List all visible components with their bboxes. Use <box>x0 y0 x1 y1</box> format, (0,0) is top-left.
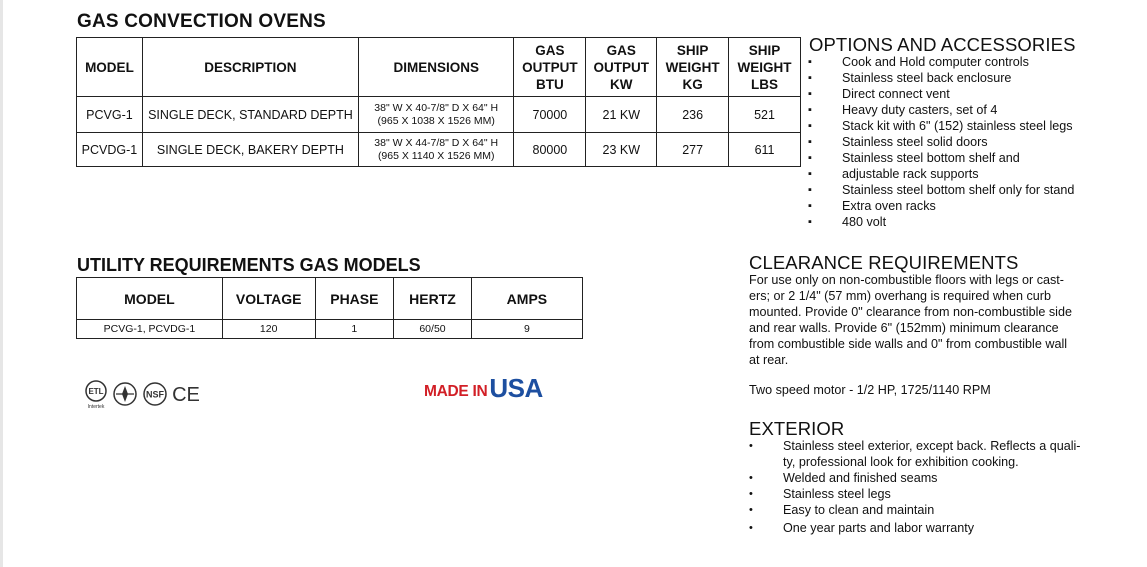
gas-certification-icon <box>112 381 138 407</box>
list-item: ▪ Stack kit with 6" (152) stainless steel legs <box>808 119 1073 133</box>
made-in-label: MADE IN <box>424 383 488 400</box>
svg-text:NSF: NSF <box>146 389 164 400</box>
nsf-icon <box>142 381 168 407</box>
page-edge <box>0 0 3 567</box>
table-row <box>77 97 801 133</box>
header-amps: AMPS <box>471 278 582 320</box>
exterior-title: EXTERIOR <box>749 418 845 439</box>
clearance-title: CLEARANCE REQUIREMENTS <box>749 252 1019 273</box>
intertek-label: Intertek <box>87 404 105 409</box>
options-title: OPTIONS AND ACCESSORIES <box>809 34 1076 55</box>
cell-hertz: 60/50 <box>394 320 472 339</box>
header-kg: SHIP WEIGHT KG <box>657 38 729 97</box>
cell-phase: 1 <box>315 320 394 339</box>
list-item: ▪ Cook and Hold computer controls <box>808 55 1029 69</box>
list-item: ▪ Stainless steel bottom shelf and adjustable rack supports ▪ <box>808 151 1020 181</box>
list-item: • Stainless steel exterior, except back. Reflects a quali- ty, professional look for exhibition cooking. <box>749 439 1081 469</box>
cell-description: SINGLE DECK, BAKERY DEPTH <box>142 133 358 167</box>
list-item: • Easy to clean and maintain <box>749 503 935 517</box>
header-hertz: HERTZ <box>394 278 472 320</box>
cell-lbs: 521 <box>729 97 801 133</box>
cell-dimensions: 38" W X 40-7/8" D X 64" H (965 X 1038 X 1526 MM) <box>358 97 513 133</box>
made-in-usa-logo <box>424 375 543 401</box>
cell-voltage: 120 <box>222 320 315 339</box>
cell-model: PCVG-1, PCVDG-1 <box>77 320 223 339</box>
table-row <box>77 320 583 339</box>
ce-mark-icon <box>172 381 200 407</box>
utility-title: UTILITY REQUIREMENTS GAS MODELS <box>77 255 421 275</box>
cell-btu: 80000 <box>514 133 586 167</box>
svg-text:ETL: ETL <box>88 387 104 396</box>
utility-header-row <box>77 278 583 320</box>
list-item: ▪ 480 volt <box>808 215 887 229</box>
header-model: MODEL <box>77 278 223 320</box>
cell-model: PCVG-1 <box>77 97 143 133</box>
list-item: ▪ Stainless steel back enclosure <box>808 71 1012 85</box>
list-item: ▪ Heavy duty casters, set of 4 <box>808 103 998 117</box>
list-item: • Stainless steel legs <box>749 487 891 501</box>
cell-dimensions: 38" W X 44-7/8" D X 64" H (965 X 1140 X 1526 MM) <box>358 133 513 167</box>
header-kw: GAS OUTPUT KW <box>586 38 657 97</box>
header-model: MODEL <box>77 38 143 97</box>
cell-kw: 23 KW <box>586 133 657 167</box>
exterior-list <box>749 438 1094 536</box>
header-dimensions: DIMENSIONS <box>358 38 513 97</box>
cell-description: SINGLE DECK, STANDARD DEPTH <box>142 97 358 133</box>
etl-listed-icon <box>84 379 108 409</box>
cell-btu: 70000 <box>514 97 586 133</box>
ovens-table <box>76 37 801 167</box>
list-item: • One year parts and labor warranty <box>749 521 975 535</box>
cell-kg: 236 <box>657 97 729 133</box>
header-voltage: VOLTAGE <box>222 278 315 320</box>
cell-amps: 9 <box>471 320 582 339</box>
usa-label: USA <box>489 373 543 403</box>
options-list <box>808 54 1098 230</box>
header-btu: GAS OUTPUT BTU <box>514 38 586 97</box>
header-phase: PHASE <box>315 278 394 320</box>
cell-lbs: 611 <box>729 133 801 167</box>
list-item: ▪ Stainless steel bottom shelf only for stand <box>808 183 1075 197</box>
list-item: • Welded and finished seams <box>749 471 938 485</box>
list-item: ▪ Extra oven racks <box>808 199 936 213</box>
motor-spec: Two speed motor - 1/2 HP, 1725/1140 RPM <box>749 383 991 397</box>
header-description: DESCRIPTION <box>142 38 358 97</box>
cell-model: PCVDG-1 <box>77 133 143 167</box>
ovens-title: GAS CONVECTION OVENS <box>77 11 326 32</box>
certification-logos <box>84 379 200 409</box>
list-item: ▪ Stainless steel solid doors <box>808 135 988 149</box>
utility-table <box>76 277 583 339</box>
header-lbs: SHIP WEIGHT LBS <box>729 38 801 97</box>
cell-kw: 21 KW <box>586 97 657 133</box>
list-item: ▪ Direct connect vent <box>808 87 950 101</box>
cell-kg: 277 <box>657 133 729 167</box>
table-row <box>77 133 801 167</box>
svg-text:CE: CE <box>172 384 200 406</box>
ovens-header-row <box>77 38 801 97</box>
clearance-text: For use only on non-combustible floors with legs or cast- ers; or 2 1/4" (57 mm) overhang is required when curb mounted. Provide 0" clearance from non-combustible side and rear walls. Provide 6" (152mm) minimum clearance from combustible side walls and 0" from combustible wall at rear. <box>749 273 1072 367</box>
